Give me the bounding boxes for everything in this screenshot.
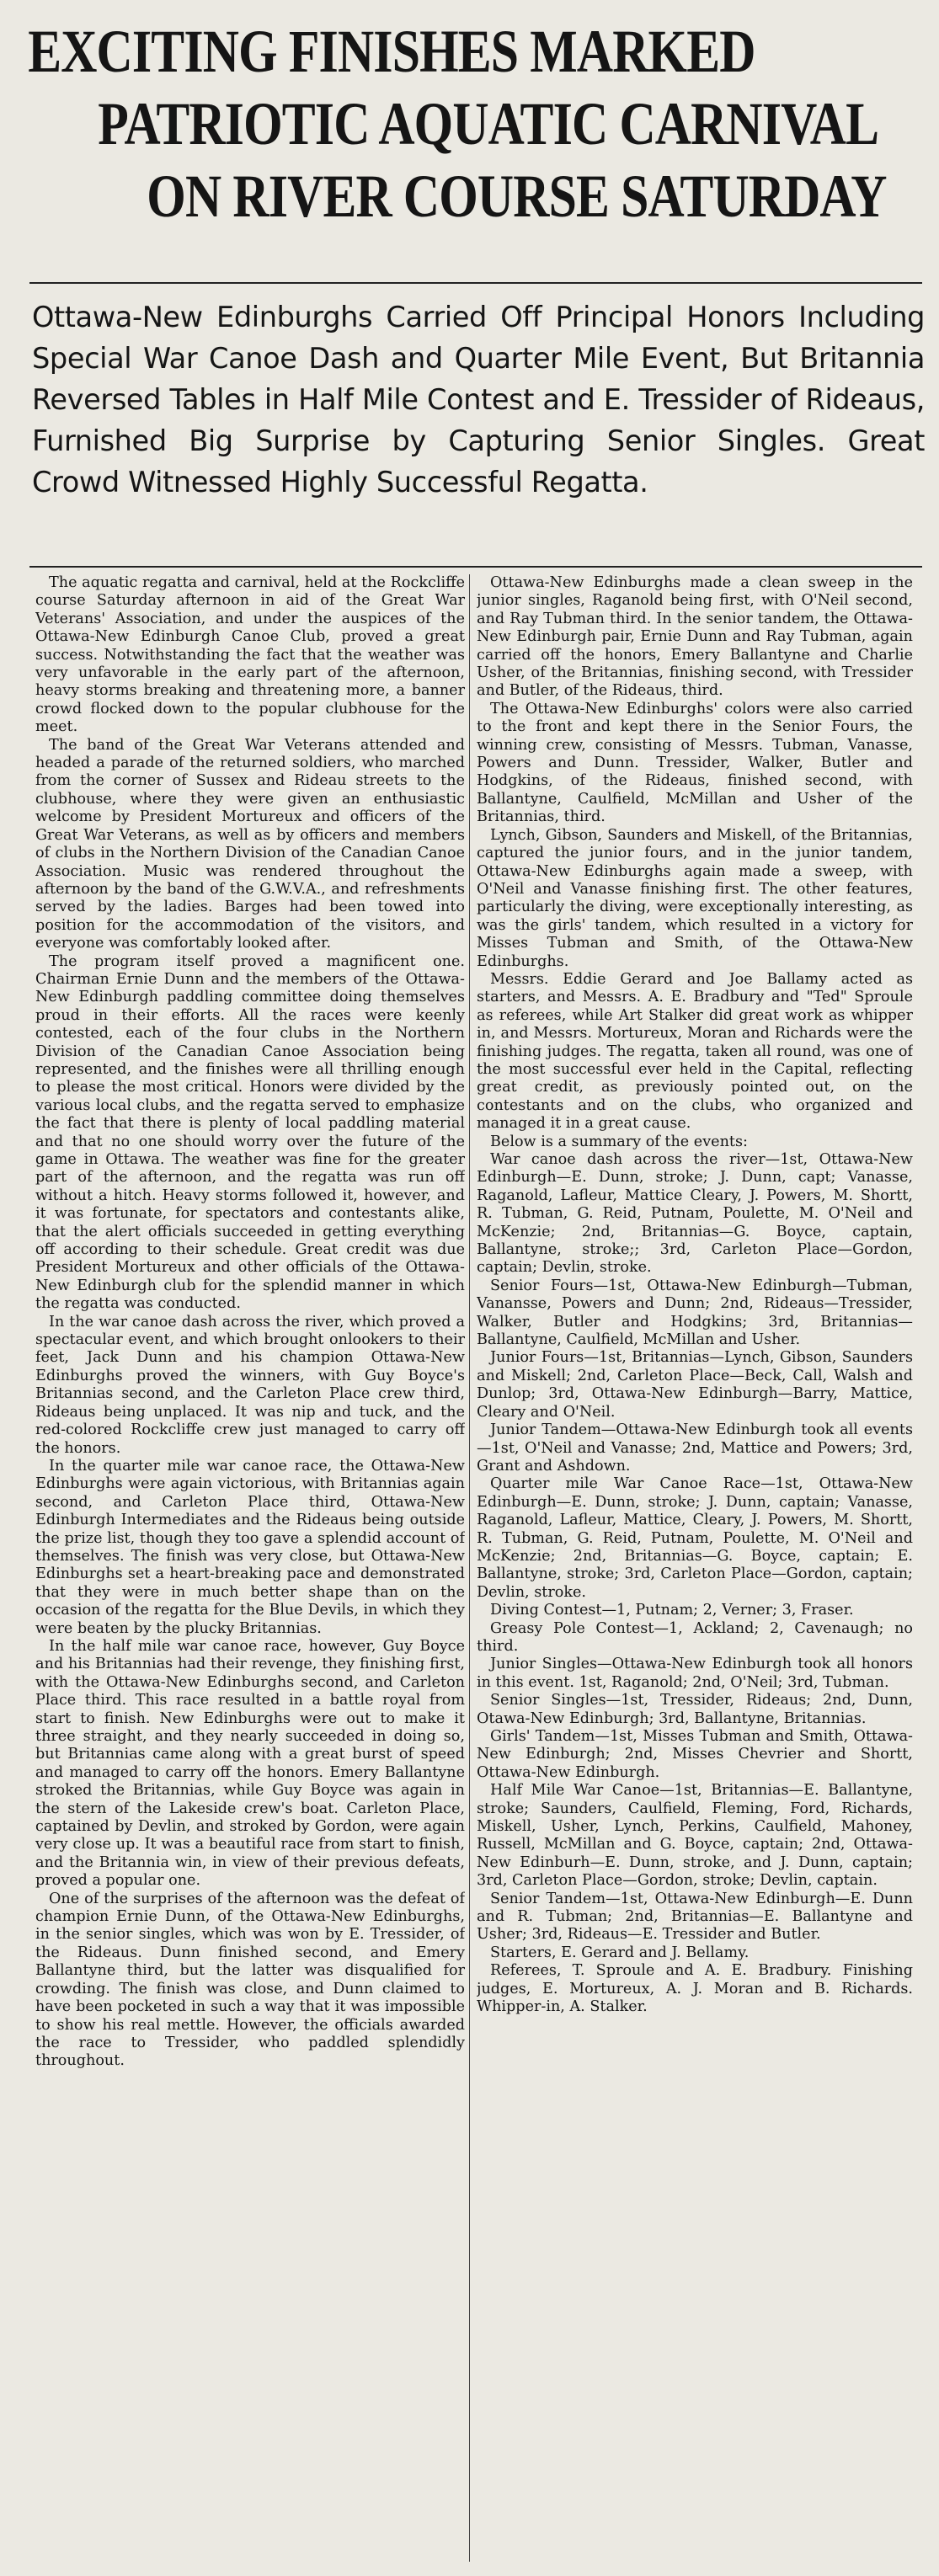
paragraph: Messrs. Eddie Gerard and Joe Ballamy acted as starters, and Messrs. A. E. Bradbury and "Ted" Sproule as referees, while Art Stalker did great work as whipper in, and Messrs. Mortureux, Moran and Richards were the finishing judges. The regatta, taken all round, was one of the most successful ever held in the Capital, reflecting great credit, as previously pointed out, on the contestants and on the clubs, who organized and managed it in a great cause. [477,970,913,1133]
summary-item: Starters, E. Gerard and J. Bellamy. [490,1944,750,1961]
paragraph: Lynch, Gibson, Saunders and Miskell, of the Britannias, captured the junior fours, and in the junior tandem, Ottawa-New Edinburghs again made a sweep, with O'Neil and Vanasse finishing first. The other features, particularly the diving, were exceptionally interesting, as was the girls' tandem, which resulted in a victory for Misses Tubman and Smith, of the Ottawa-New Edinburghs. [477,826,913,970]
summary-item: Greasy Pole Contest—1, Ackland; 2, Cavenaugh; no third. [477,1619,913,1655]
column-divider [469,574,470,2562]
headline [0,15,887,232]
paragraph: The band of the Great War Veterans attended and headed a parade of the returned soldiers, who marched from the corner of Sussex and Rideau streets to the clubhouse, where they were given an enthusiastic welcome by President Mortureux and officers of the Great War Veterans, as well as by officers and members of clubs in the Northern Division of the Canadian Canoe Association. Music was rendered throughout the afternoon by the band of the G.W.V.A., and refreshments served by the ladies. Barges had been towed into position for the accommodation of the visitors, and everyone was comfortably looked after. [35,736,465,952]
summary-item: Girls' Tandem—1st, Misses Tubman and Smith, Ottawa-New Edinburgh; 2nd, Misses Chevrier and Shortt, Ottawa-New Edinburgh. [477,1728,913,1781]
summary-item: Junior Tandem—Ottawa-New Edinburgh took all events—1st, O'Neil and Vanasse; 2nd, Mattice and Powers; 3rd, Grant and Ashdown. [477,1421,913,1475]
article-column-left [35,574,465,2570]
paragraph: The program itself proved a magnificent one. Chairman Ernie Dunn and the members of the Ottawa-New Edinburgh paddling committee doing themselves proud in their efforts. All the races were keenly contested, each of the four clubs in the Northern Division of the Canadian Canoe Association being represented, and the finishes were all thrilling enough to please the most critical. Honors were divided by the various local clubs, and the regatta served to emphasize the fact that there is plenty of local paddling material and that no one should worry over the future of the game in Ottawa. The weather was fine for the greater part of the afternoon, and the regatta was run off without a hitch. Heavy storms followed it, however, and it was fortunate, for spectators and contestants alike, that the alert officials succeeded in getting everything off according to their schedule. Great credit was due President Mortureux and other officials of the Ottawa-New Edinburgh club for the splendid manner in which the regatta was conducted. [35,952,465,1313]
paragraph: One of the surprises of the afternoon was the defeat of champion Ernie Dunn, of the Ottawa-New Edinburghs, in the senior singles, which was won by E. Tressider, of the Rideaus. Dunn finished second, and Emery Ballantyne third, but the latter was disqualified for crowding. The finish was close, and Dunn claimed to have been pocketed in such a way that it was impossible to show his real mettle. However, the officials awarded the race to Tressider, who paddled splendidly throughout. [35,1890,465,2070]
paragraph: In the half mile war canoe race, however, Guy Boyce and his Britannias had their revenge, they finishing first, with the Ottawa-New Edinburghs second, and Carleton Place third. This race resulted in a battle royal from start to finish. New Edinburghs were out to make it three straight, and they nearly succeeded in doing so, but Britannias came along with a great burst of speed and managed to carry off the honors. Emery Ballantyne stroked the Britannias, while Guy Boyce was again in the stern of the Lakeside crew's boat. Carleton Place, captained by Devlin, and stroked by Gordon, were again very close up. It was a beautiful race from start to finish, and the Britannia win, in view of their previous defeats, proved a popular one. [35,1637,465,1890]
summary-item: War canoe dash across the river—1st, Ottawa-New Edinburgh—E. Dunn, stroke; J. Dunn, capt; Vanasse, Raganold, Lafleur, Mattice Cleary, J. Powers, M. Shortt, R. Tubman, G. Reid, Putnam, Poulette, M. O'Neil and McKenzie; 2nd, Britannias—G. Boyce, captain, Ballantyne, stroke;; 3rd, Carleton Place—Gordon, captain; Devlin, stroke. [477,1151,913,1277]
summary-item: Senior Tandem—1st, Ottawa-New Edinburgh—E. Dunn and R. Tubman; 2nd, Britannias—E. Ballantyne and Usher; 3rd, Rideaus—E. Tressider and Butler. [477,1890,913,1944]
summary-item: Referees, T. Sproule and A. E. Bradbury. Finishing judges, E. Mortureux, A. J. Moran and B. Richards. Whipper-in, A. Stalker. [477,1962,913,2016]
headline-line-3: ON RIVER COURSE SATURDAY [147,163,887,230]
summary-item: Junior Singles—Ottawa-New Edinburgh took all honors in this event. 1st, Raganold; 2nd, O'Neil; 3rd, Tubman. [477,1656,913,1691]
paragraph: The aquatic regatta and carnival, held at the Rockcliffe course Saturday afternoon in aid of the Great War Veterans' Association, and under the auspices of the Ottawa-New Edinburgh Canoe Club, proved a great success. Notwithstanding the fact that the weather was very unfavorable in the early part of the afternoon, heavy storms breaking and threatening more, a banner crowd flocked down to the popular clubhouse for the meet. [35,574,465,736]
summary-item: Half Mile War Canoe—1st, Britannias—E. Ballantyne, stroke; Saunders, Caulfield, Fleming, Ford, Richards, Miskell, Usher, Lynch, Perkins, Caulfield, Mahoney, Russell, McMillan and G. Boyce, captain; 2nd, Ottawa-New Edinburh—E. Dunn, stroke, and J. Dunn, captain; 3rd, Carleton Place—Gordon, stroke; Devlin, captain. [477,1782,913,1890]
article-column-right [477,574,913,2570]
headline-rule [29,282,922,284]
paragraph: The Ottawa-New Edinburghs' colors were also carried to the front and kept there in the Senior Fours, the winning crew, consisting of Messrs. Tubman, Vanasse, Powers and Dunn. Tressider, Walker, Butler and Hodgkins, of the Rideaus, finished second, with Ballantyne, Caulfield, McMillan and Usher of the Britannias, third. [477,700,913,826]
deck-rule [29,566,922,568]
summary-item: Senior Fours—1st, Ottawa-New Edinburgh—Tubman, Vanansse, Powers and Dunn; 2nd, Rideaus—Tressider, Walker, Butler and Hodgkins; 3rd, Britannias—Ballantyne, Caulfield, McMillan and Usher. [477,1277,913,1349]
subheadline-deck: Ottawa-New Edinburghs Carried Off Principal Honors Including Special War Canoe Dash and Quarter Mile Event, But Britannia Reversed Tables in Half Mile Contest and E. Tressider of Rideaus, Furnished Big Surprise by Capturing Senior Singles. Great Crowd Witnessed Highly Successful Regatta. [32,301,925,499]
headline-line-2: PATRIOTIC AQUATIC CARNIVAL [98,90,879,157]
paragraph: In the quarter mile war canoe race, the Ottawa-New Edinburghs were again victorious, with Britannias again second, and Carleton Place third, Ottawa-New Edinburgh Intermediates and the Rideaus being outside the prize list, though they too gave a splendid account of themselves. The finish was very close, but Ottawa-New Edinburghs set a heart-breaking pace and demonstrated that they were in much better shape than on the occasion of the regatta for the Blue Devils, in which they were beaten by the plucky Britannias. [35,1457,465,1637]
headline-line-1: EXCITING FINISHES MARKED [28,18,755,85]
paragraph: Below is a summary of the events: [490,1133,748,1150]
summary-item: Junior Fours—1st, Britannias—Lynch, Gibson, Saunders and Miskell; 2nd, Carleton Place—Beck, Call, Walsh and Dunlop; 3rd, Ottawa-New Edinburgh—Barry, Mattice, Cleary and O'Neil. [477,1349,913,1421]
paragraph: Ottawa-New Edinburghs made a clean sweep in the junior singles, Raganold being first, with O'Neil second, and Ray Tubman third. In the senior tandem, the Ottawa-New Edinburgh pair, Ernie Dunn and Ray Tubman, again carried off the honors, Emery Ballantyne and Charlie Usher, of the Britannias, finishing second, with Tressider and Butler, of the Rideaus, third. [477,574,913,700]
paragraph: In the war canoe dash across the river, which proved a spectacular event, and which brought onlookers to their feet, Jack Dunn and his champion Ottawa-New Edinburghs proved the winners, with Guy Boyce's Britannias second, and the Carleton Place crew third, Rideaus being unplaced. It was nip and tuck, and the red-colored Rockcliffe crew just managed to carry off the honors. [35,1313,465,1457]
summary-item: Senior Singles—1st, Tressider, Rideaus; 2nd, Dunn, Otawa-New Edinburgh; 3rd, Ballantyne, Britannias. [477,1692,913,1727]
summary-item: Diving Contest—1, Putnam; 2, Verner; 3, Fraser. [490,1602,854,1619]
summary-item: Quarter mile War Canoe Race—1st, Ottawa-New Edinburgh—E. Dunn, stroke; J. Dunn, captain; Vanasse, Raganold, Lafleur, Mattice, Cleary, J. Powers, M. Shortt, R. Tubman, G. Reid, Putnam, Poulette, M. O'Neil and McKenzie; 2nd, Britannias—G. Boyce, captain; E. Ballantyne, stroke; 3rd, Carleton Place—Gordon, captain; Devlin, stroke. [477,1475,913,1601]
